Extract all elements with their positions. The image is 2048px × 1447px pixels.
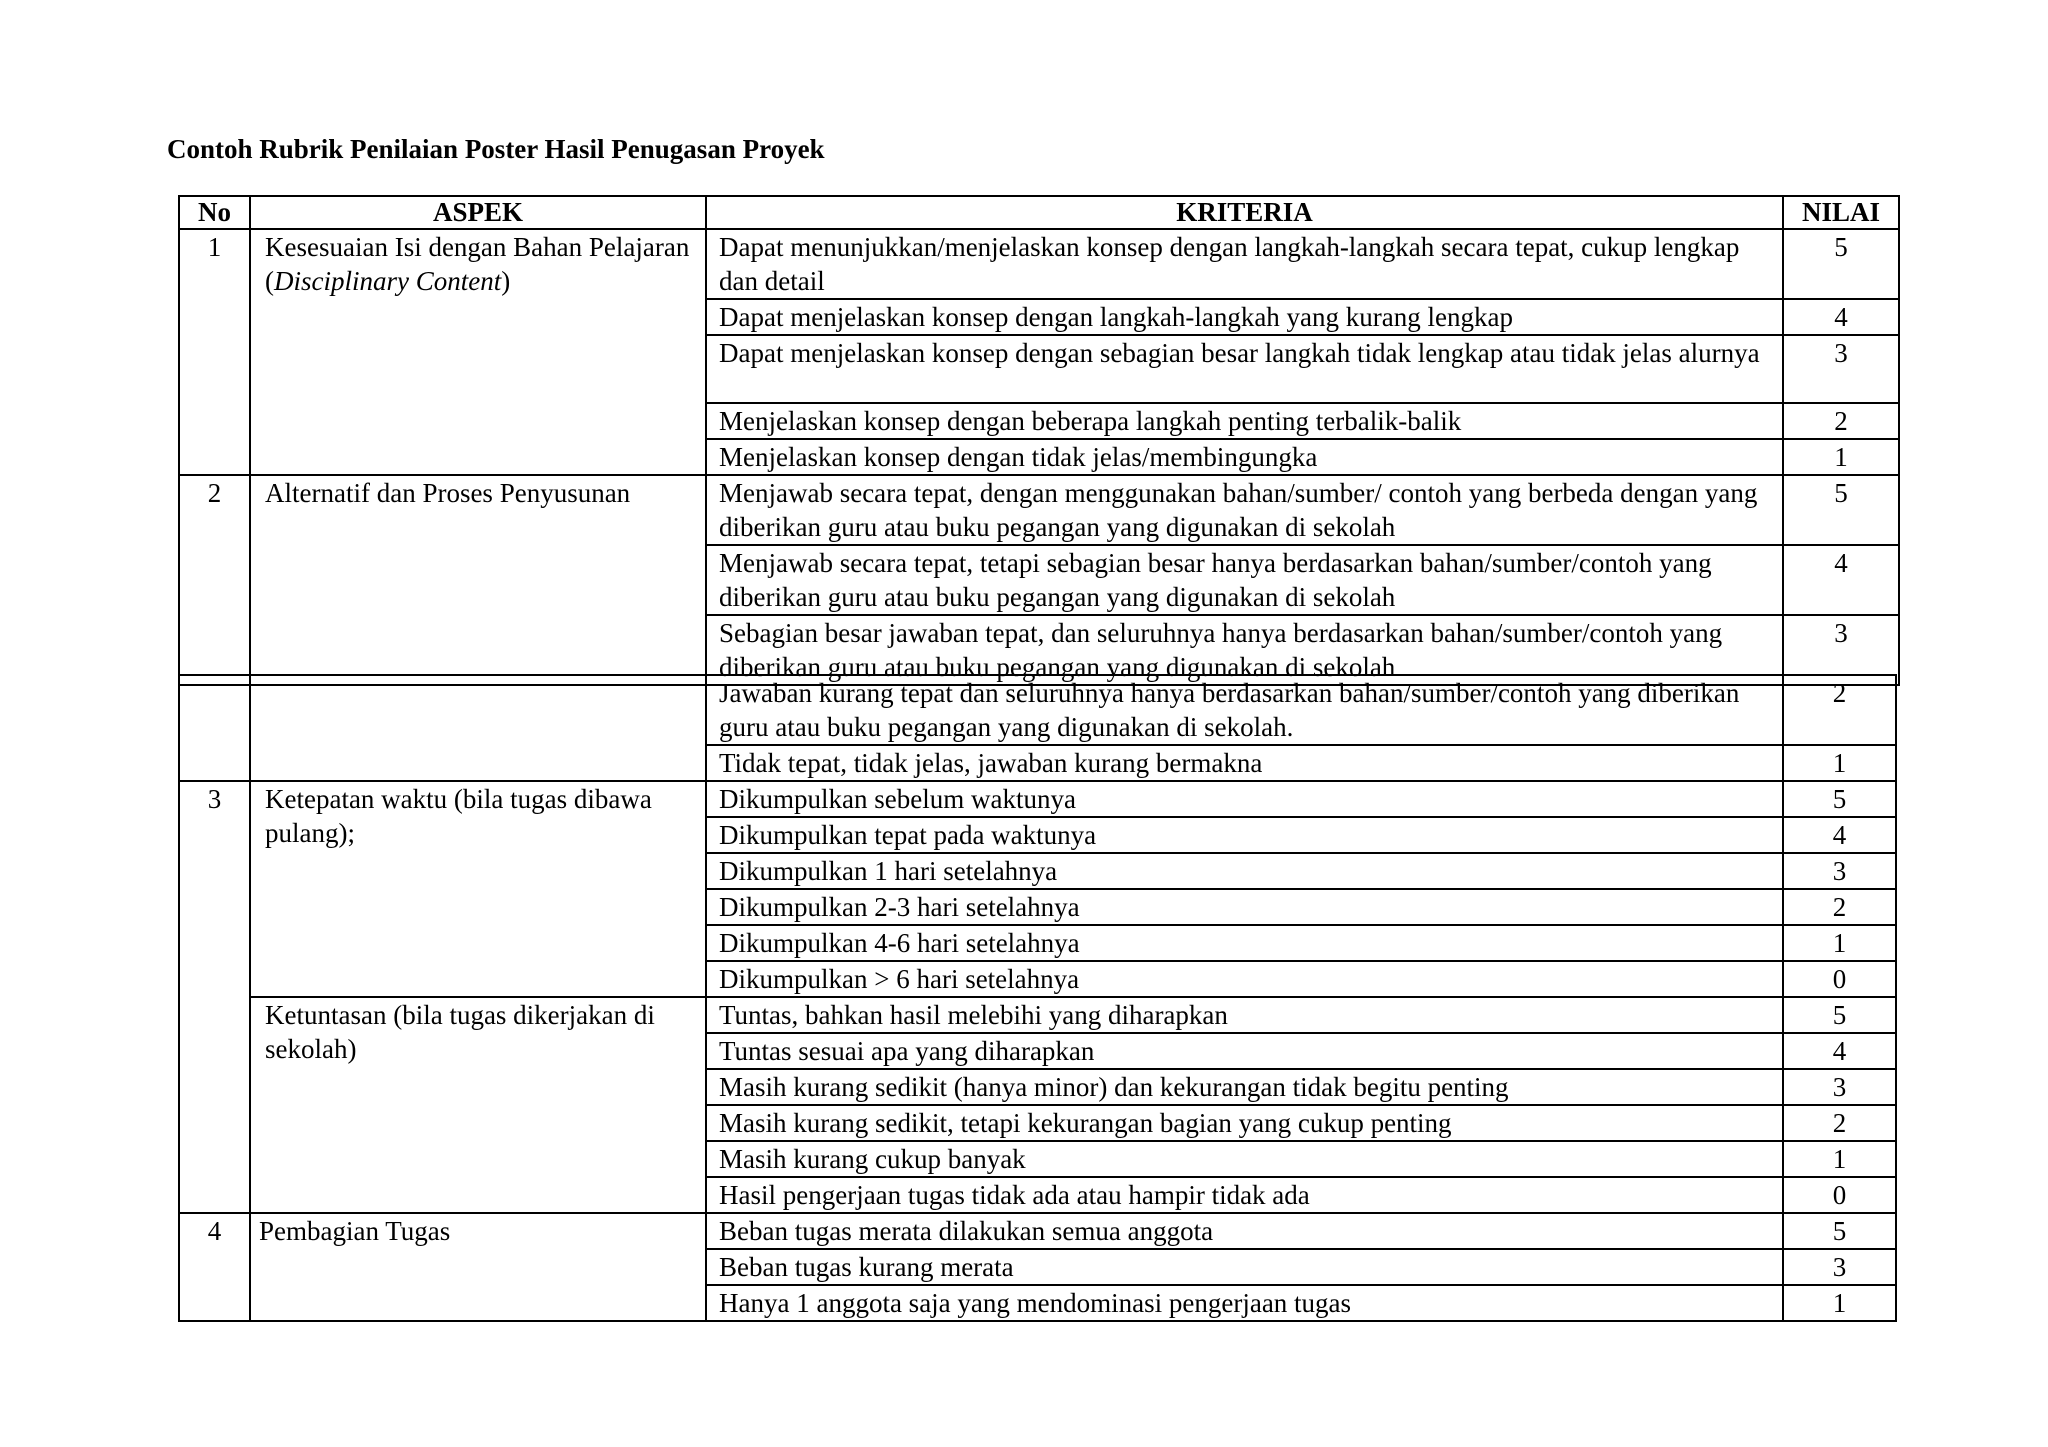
table-row: [179, 781, 1896, 817]
criteria-cell: Masih kurang sedikit, tetapi kekurangan bagian yang cukup penting: [706, 1105, 1783, 1141]
score-cell: 1: [1783, 1285, 1896, 1321]
score-cell: 5: [1783, 1213, 1896, 1249]
criteria-cell: Dapat menjelaskan konsep dengan sebagian besar langkah tidak lengkap atau tidak jelas alurnya: [706, 335, 1783, 403]
criteria-cell: Dapat menunjukkan/menjelaskan konsep dengan langkah-langkah secara tepat, cukup lengkap dan detail: [706, 229, 1783, 299]
score-cell: 3: [1783, 1069, 1896, 1105]
table-row: [179, 997, 1896, 1033]
criteria-cell: Sebagian besar jawaban tepat, dan seluruhnya hanya berdasarkan bahan/sumber/contoh yang diberikan guru atau buku pegangan yang digunakan di sekolah: [706, 615, 1783, 685]
criteria-cell: Beban tugas merata dilakukan semua anggota: [706, 1213, 1783, 1249]
continued-aspect-cell: [250, 675, 706, 781]
criteria-cell: Masih kurang cukup banyak: [706, 1141, 1783, 1177]
header-row: [179, 196, 1899, 229]
score-cell: 5: [1783, 997, 1896, 1033]
section-number: 2: [179, 475, 250, 685]
continued-number-cell: [179, 675, 250, 781]
criteria-cell: Dikumpulkan 1 hari setelahnya: [706, 853, 1783, 889]
criteria-cell: Jawaban kurang tepat dan seluruhnya hanya berdasarkan bahan/sumber/contoh yang diberikan guru atau buku pegangan yang digunakan di sekolah.: [706, 675, 1783, 745]
aspect-italic-text: Disciplinary Content: [274, 266, 502, 296]
table-row: [179, 475, 1899, 545]
aspect-text-end: ): [501, 266, 511, 296]
criteria-cell: Hasil pengerjaan tugas tidak ada atau hampir tidak ada: [706, 1177, 1783, 1213]
criteria-cell: Dapat menjelaskan konsep dengan langkah-langkah yang kurang lengkap: [706, 299, 1783, 335]
section-number: 1: [179, 229, 250, 475]
criteria-cell: Tidak tepat, tidak jelas, jawaban kurang bermakna: [706, 745, 1783, 781]
criteria-cell: Tuntas sesuai apa yang diharapkan: [706, 1033, 1783, 1069]
criteria-cell: Dikumpulkan 4-6 hari setelahnya: [706, 925, 1783, 961]
score-cell: 3: [1783, 615, 1899, 685]
score-cell: 2: [1783, 403, 1899, 439]
table-row: [179, 229, 1899, 299]
score-cell: 3: [1783, 1249, 1896, 1285]
header-aspek: ASPEK: [250, 196, 706, 229]
header-kriteria: KRITERIA: [706, 196, 1783, 229]
score-cell: 5: [1783, 781, 1896, 817]
score-cell: 4: [1783, 545, 1899, 615]
score-cell: 4: [1783, 817, 1896, 853]
criteria-cell: Menjelaskan konsep dengan tidak jelas/membingungka: [706, 439, 1783, 475]
criteria-cell: Menjelaskan konsep dengan beberapa langkah penting terbalik-balik: [706, 403, 1783, 439]
criteria-cell: Beban tugas kurang merata: [706, 1249, 1783, 1285]
score-cell: 2: [1783, 889, 1896, 925]
aspect-cell: Ketepatan waktu (bila tugas dibawa pulang);: [250, 781, 706, 997]
aspect-cell: [250, 229, 706, 475]
rubric-table-part-2: [178, 674, 1897, 1322]
rubric-table-part-1: [178, 195, 1900, 686]
score-cell: 1: [1783, 925, 1896, 961]
criteria-cell: Dikumpulkan tepat pada waktunya: [706, 817, 1783, 853]
score-cell: 3: [1783, 335, 1899, 403]
score-cell: 5: [1783, 229, 1899, 299]
aspect-text: Kesesuaian Isi dengan Bahan Pelajaran (: [265, 232, 690, 296]
score-cell: 4: [1783, 1033, 1896, 1069]
score-cell: 1: [1783, 745, 1896, 781]
score-cell: 2: [1783, 1105, 1896, 1141]
header-no: No: [179, 196, 250, 229]
document-title: Contoh Rubrik Penilaian Poster Hasil Penugasan Proyek: [167, 134, 825, 164]
score-cell: 3: [1783, 853, 1896, 889]
table-row: [179, 1213, 1896, 1249]
criteria-cell: Menjawab secara tepat, tetapi sebagian besar hanya berdasarkan bahan/sumber/contoh yang diberikan guru atau buku pegangan yang digunakan di sekolah: [706, 545, 1783, 615]
criteria-cell: Dikumpulkan 2-3 hari setelahnya: [706, 889, 1783, 925]
criteria-cell: Tuntas, bahkan hasil melebihi yang diharapkan: [706, 997, 1783, 1033]
criteria-cell: Dikumpulkan > 6 hari setelahnya: [706, 961, 1783, 997]
table-row: [179, 675, 1896, 745]
score-cell: 2: [1783, 675, 1896, 745]
section-number: 4: [179, 1213, 250, 1321]
section-number: 3: [179, 781, 250, 1213]
score-cell: 0: [1783, 1177, 1896, 1213]
criteria-cell: Menjawab secara tepat, dengan menggunakan bahan/sumber/ contoh yang berbeda dengan yang diberikan guru atau buku pegangan yang digunakan di sekolah: [706, 475, 1783, 545]
aspect-cell: Pembagian Tugas: [250, 1213, 706, 1321]
score-cell: 0: [1783, 961, 1896, 997]
criteria-cell: Masih kurang sedikit (hanya minor) dan kekurangan tidak begitu penting: [706, 1069, 1783, 1105]
aspect-cell: Ketuntasan (bila tugas dikerjakan di sekolah): [250, 997, 706, 1213]
aspect-cell: Alternatif dan Proses Penyusunan: [250, 475, 706, 685]
score-cell: 1: [1783, 439, 1899, 475]
criteria-cell: Hanya 1 anggota saja yang mendominasi pengerjaan tugas: [706, 1285, 1783, 1321]
score-cell: 5: [1783, 475, 1899, 545]
header-nilai: NILAI: [1783, 196, 1899, 229]
score-cell: 4: [1783, 299, 1899, 335]
criteria-cell: Dikumpulkan sebelum waktunya: [706, 781, 1783, 817]
score-cell: 1: [1783, 1141, 1896, 1177]
